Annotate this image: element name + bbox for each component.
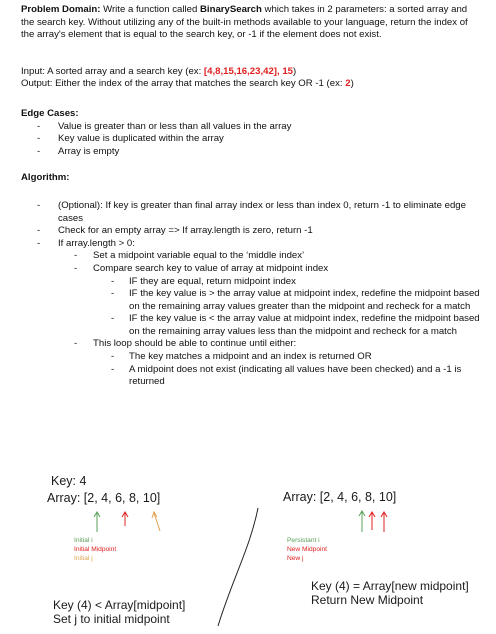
divider-curve bbox=[218, 508, 258, 626]
list-item: - If array.length > 0: bbox=[37, 237, 135, 249]
list-item: - Array is empty bbox=[37, 145, 120, 157]
sketch-left-note-2: Set j to initial midpoint bbox=[53, 612, 170, 626]
list-item: - Set a midpoint variable equal to the ‘middle index’ bbox=[74, 250, 305, 262]
list-item: - IF the key value is < the array value at midpoint index, redefine the midpoint based on the remaining array values less than the midpoint and recheck for a match bbox=[111, 313, 480, 337]
sketch-right-note-1: Key (4) = Array[new midpoint] bbox=[311, 579, 469, 593]
right-i-arrow-icon bbox=[359, 511, 365, 532]
list-item: - Key value is duplicated within the array bbox=[37, 133, 224, 145]
list-item: - The key matches a midpoint and an index is returned OR bbox=[111, 351, 372, 363]
sketch-left-array: Array: [2, 4, 6, 8, 10] bbox=[47, 491, 161, 505]
right-j-arrow-icon bbox=[381, 512, 387, 532]
list-item: - A midpoint does not exist (indicating all values have been checked) and a -1 is returned bbox=[111, 363, 462, 388]
list-item: - (Optional): If key is greater than final array index or less than index 0, return -1 to eliminate edge cases bbox=[37, 199, 466, 224]
list-item: - Check for an empty array => If array.length is zero, return -1 bbox=[37, 225, 313, 237]
label-new-j: New j bbox=[287, 555, 304, 562]
list-item: - Value is greater than or less than all values in the array bbox=[37, 120, 292, 132]
sketch-right-array: Array: [2, 4, 6, 8, 10] bbox=[283, 490, 397, 504]
sketch-right-note-2: Return New Midpoint bbox=[311, 593, 424, 607]
sketch-left-key: Key: 4 bbox=[51, 474, 87, 488]
label-persistant-i: Persistant i bbox=[287, 537, 320, 544]
list-item: - Compare search key to value of array at midpoint index bbox=[74, 262, 329, 274]
label-initial-i: Initial i bbox=[74, 537, 93, 544]
algorithm-heading: Algorithm: bbox=[21, 172, 70, 184]
left-mid-arrow-icon bbox=[122, 512, 128, 526]
label-initial-j: Initial j bbox=[74, 555, 93, 562]
left-i-arrow-icon bbox=[94, 512, 100, 532]
label-initial-midpoint: Initial Midpoint bbox=[74, 546, 117, 553]
output-line: Output: Either the index of the array that matches the search key OR -1 (ex: 2) bbox=[21, 78, 354, 90]
list-item: - IF they are equal, return midpoint index bbox=[111, 275, 296, 287]
right-mid-arrow-icon bbox=[369, 512, 375, 530]
list-item: - IF the key value is > the array value at midpoint index, redefine the midpoint based on the remaining array values greater than the midpoint and recheck for a match bbox=[111, 288, 480, 312]
list-item: - This loop should be able to continue until either: bbox=[74, 338, 297, 350]
input-line: Input: A sorted array and a search key (ex: [4,8,15,16,23,42], 15) bbox=[21, 65, 297, 77]
label-new-midpoint: New Midpoint bbox=[287, 546, 327, 553]
edge-cases-heading: Edge Cases: bbox=[21, 107, 79, 119]
left-j-arrow-icon bbox=[152, 512, 160, 531]
sketch-left-note-1: Key (4) < Array[midpoint] bbox=[53, 598, 186, 612]
problem-domain: Problem Domain: Write a function called BinarySearch which takes in 2 parameters: a sorted array and the search key. Without utilizing any of the built-in methods available to your language, return the index of the array's element that is equal to the search key, or -1 if the element does not exist. bbox=[21, 4, 468, 41]
